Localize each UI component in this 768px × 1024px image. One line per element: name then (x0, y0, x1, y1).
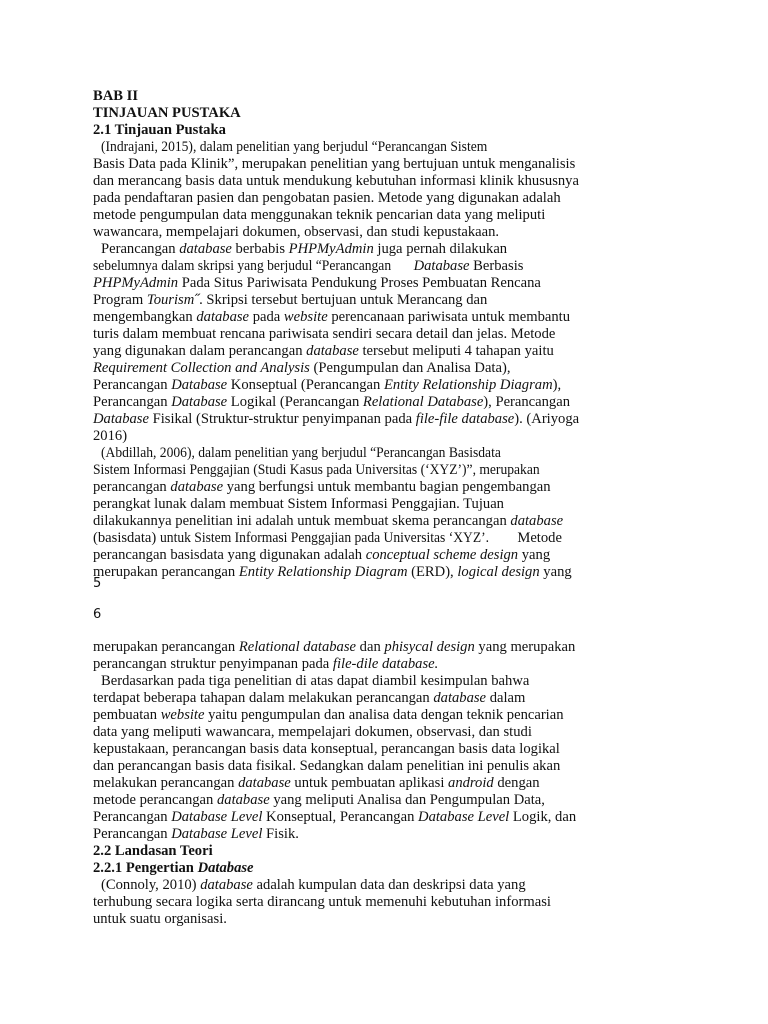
page-number-6: 6 (93, 607, 102, 622)
paragraph-connoly: (Connoly, 2010) database adalah kumpulan data dan deskripsi data yang terhubung secara logika serta dirancang untuk memenuhi kebutuhan informasi untuk suatu organisasi. (93, 877, 551, 927)
page-6-body (93, 639, 633, 928)
page-number-5: 5 (93, 576, 102, 591)
paragraph-abdillah: (Abdillah, 2006), dalam penelitian yang berjudul “Perancangan Basisdata Sistem Informasi Penggajian (Studi Kasus pada Universitas (‘XYZ’)”, merupakan perancangan database yang berfungsi untuk membantu bagian pengembangan perangkat lunak dalam membuat Sistem Informasi Penggajian. Tujuan dilakukannya penelitian ini adalah untuk membuat skema perancangan database (basisdata) untuk Sistem Informasi Penggajian pada Universitas ‘XYZ’. Metode perancangan basisdata yang digunakan adalah conceptual scheme design yang merupakan perancangan Entity Relationship Diagram (ERD), logical design yang (93, 445, 572, 580)
paragraph-indrajani: (Indrajani, 2015), dalam penelitian yang berjudul “Perancangan Sistem Basis Data pada Klinik”, merupakan penelitian yang bertujuan untuk menganalisis dan merancang basis data untuk mendukung kebutuhan informasi klinik khususnya pada pendaftaran pasien dan pengobatan pasien. Metode yang digunakan adalah metode pengumpulan data menggunakan teknik pencarian data yang meliputi wawancara, mempelajari dokumen, observasi, dan studi kepustakaan. (93, 139, 579, 240)
paragraph-phpmyadmin: Perancangan database berbabis PHPMyAdmin juga pernah dilakukan sebelumnya dalam skripsi yang berjudul “PerancanganDatabase Berbasis PHPMyAdmin Pada Situs Pariwisata Pendukung Proses Pembuatan Rencana Program Tourism˝. Skripsi tersebut bertujuan untuk Merancang dan mengembangkan database pada website perencanaan pariwisata untuk membantu turis dalam membuat rencana pariwisata sendiri secara detail dan jelas. Metode yang digunakan dalam perancangan database tersebut meliputi 4 tahapan yaitu Requirement Collection and Analysis (Pengumpulan dan Analisa Data), Perancangan Database Konseptual (Perancangan Entity Relationship Diagram), Perancangan Database Logikal (Perancangan Relational Database), Perancangan Database Fisikal (Struktur-struktur penyimpanan pada file-file database). (Ariyoga 2016) (93, 241, 580, 444)
paragraph-continuation: merupakan perancangan Relational database dan phisycal design yang merupakan perancangan struktur penyimpanan pada file-dile database. (93, 639, 576, 672)
section-heading-2-1: 2.1 Tinjauan Pustaka (93, 122, 226, 138)
section-heading-2-2-1: 2.2.1 Pengertian Database (93, 860, 254, 876)
page-5-body (93, 88, 633, 581)
chapter-number: BAB II (93, 88, 139, 104)
section-heading-2-2: 2.2 Landasan Teori (93, 843, 213, 859)
chapter-title: TINJAUAN PUSTAKA (93, 105, 241, 121)
paragraph-kesimpulan: Berdasarkan pada tiga penelitian di atas dapat diambil kesimpulan bahwa terdapat beberapa tahapan dalam melakukan perancangan database dalam pembuatan website yaitu pengumpulan dan analisa data dengan teknik pencarian data yang meliputi wawancara, mempelajari dokumen, observasi, dan studi kepustakaan, perancangan basis data konseptual, perancangan basis data logikal dan perancangan basis data fisikal. Sedangkan dalam penelitian ini penulis akan melakukan perancangan database untuk pembuatan aplikasi android dengan metode perancangan database yang meliputi Analisa dan Pengumpulan Data, Perancangan Database Level Konseptual, Perancangan Database Level Logik, dan Perancangan Database Level Fisik. (93, 673, 577, 842)
